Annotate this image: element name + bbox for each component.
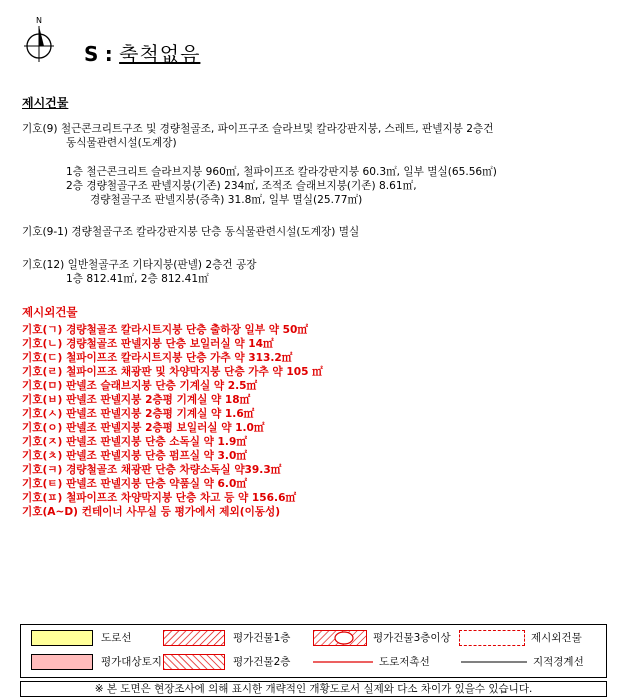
non-listed-building-list [22, 323, 323, 519]
list-item: 기호(ㅁ) 판넬조 슬래브지붕 단층 기계실 약 2.5㎡ [22, 380, 258, 392]
text-line: 1층 철근콘크리트 슬라브지붕 960㎡, 철파이프조 칼라강판지붕 60.3㎡, 일부 멸실(65.56㎡) [66, 166, 497, 178]
legend-road-setback-line [313, 654, 373, 670]
legend-boundary-label: 지적경계선 [533, 656, 584, 668]
text-line: 1층 812.41㎡, 2층 812.41㎡ [66, 273, 209, 285]
north-label: N [36, 16, 42, 25]
section-title-listed-buildings: 제시건물 [22, 96, 69, 110]
list-item: 기호(ㅍ) 철파이프조 차양막지붕 단층 차고 등 약 156.6㎡ [22, 492, 297, 504]
list-item: 기호(ㅋ) 경량철골조 채광판 단층 차량소독실 약39.3㎡ [22, 464, 282, 476]
list-item: 기호(ㄴ) 경량철골조 판넬지붕 단층 보일러실 약 14㎡ [22, 338, 274, 350]
legend-eval-land-label: 평가대상토지 [101, 656, 162, 668]
list-item: 기호(ㅂ) 판넬조 판넬지붕 2층평 기계실 약 18㎡ [22, 394, 251, 406]
text-line: 동식물관련시설(도계장) [66, 137, 177, 149]
legend-road-swatch [31, 630, 93, 646]
legend-eval-land-swatch [31, 654, 93, 670]
text-line: 2층 경량철골구조 판넬지붕(기존) 234㎡, 조적조 슬래브지붕(기존) 8.61㎡, [66, 180, 417, 192]
scale-label [84, 38, 200, 67]
list-item: 기호(ㅈ) 판넬조 판넬지붕 단층 소독실 약 1.9㎡ [22, 436, 247, 448]
legend-eval-2f-swatch [163, 654, 225, 670]
list-item: 기호(ㅇ) 판넬조 판넬지붕 2층평 보일러실 약 1.0㎡ [22, 422, 265, 434]
text-line: 기호(9-1) 경량철골구조 칼라강판지붕 단층 동식물관련시설(도계장) 멸실 [22, 226, 360, 238]
north-arrow-icon [22, 14, 56, 64]
section-title-non-listed-buildings: 제시외건물 [22, 305, 78, 319]
legend-eval-1f-swatch [163, 630, 225, 646]
disclaimer-note: ※ 본 도면은 현장조사에 의해 표시한 개략적인 개황도로서 실제와 다소 차이가 있을수 있습니다. [20, 681, 607, 697]
text-line: 기호(12) 일반철골구조 기타지붕(판넬) 2층건 공장 [22, 259, 257, 271]
legend-non-listed-label: 제시외건물 [531, 632, 582, 644]
legend-boundary-line [461, 654, 527, 670]
legend-eval-2f-label: 평가건물2층 [233, 656, 291, 668]
text-line: 기호(9) 철근콘크리트구조 및 경량철골조, 파이프구조 슬라브및 칼라강판지붕, 스레트, 판넬지붕 2층건 [22, 123, 494, 135]
list-item: 기호(ㄱ) 경량철골조 칼라시트지붕 단층 출하장 일부 약 50㎡ [22, 324, 308, 336]
legend-road-label: 도로선 [101, 632, 132, 644]
list-item: 기호(ㅌ) 판넬조 판넬지붕 단층 약품실 약 6.0㎡ [22, 478, 247, 490]
legend-eval-1f-label: 평가건물1층 [233, 632, 291, 644]
legend-eval-3f-swatch [313, 630, 367, 646]
legend-eval-3f-label: 평가건물3층이상 [373, 632, 451, 644]
scale-colon: : [104, 42, 113, 66]
list-item: 기호(ㄹ) 철파이프조 채광판 및 차양막지붕 단층 가추 약 105 ㎡ [22, 366, 323, 378]
list-item: 기호(ㅅ) 판넬조 판넬지붕 2층평 기계실 약 1.6㎡ [22, 408, 255, 420]
text-line: 경량철골구조 판넬지붕(증축) 31.8㎡, 일부 멸실(25.77㎡) [90, 194, 363, 206]
list-item: 기호(ㄷ) 철파이프조 칼라시트지붕 단층 가추 약 313.2㎡ [22, 352, 293, 364]
legend [20, 624, 607, 678]
scale-text: 축척없음 [119, 42, 201, 66]
scale-symbol: S [84, 42, 99, 66]
legend-road-setback-label: 도로저촉선 [379, 656, 430, 668]
legend-non-listed-swatch [459, 630, 525, 646]
list-item: 기호(A~D) 컨테이너 사무실 등 평가에서 제외(이동성) [22, 506, 281, 518]
list-item: 기호(ㅊ) 판넬조 판넬지붕 단층 펌프실 약 3.0㎡ [22, 450, 247, 462]
